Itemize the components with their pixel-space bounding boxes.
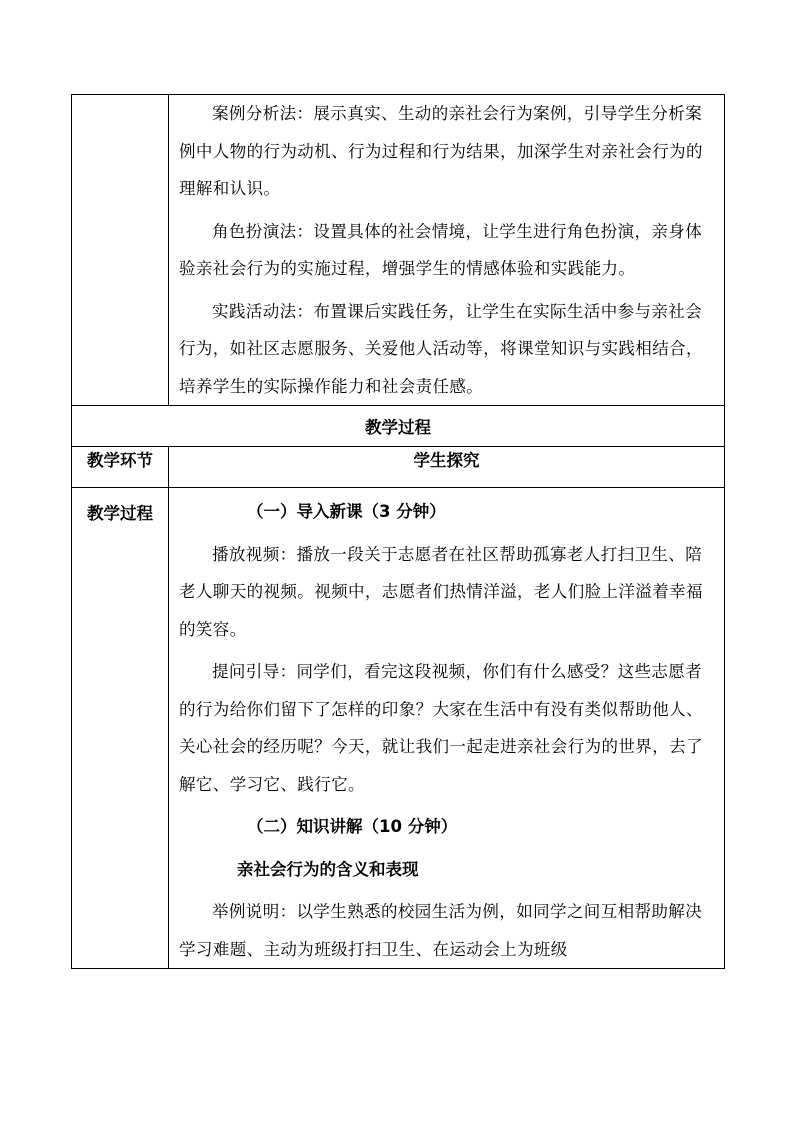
method-role-play: 角色扮演法：设置具体的社会情境，让学生进行角色扮演，亲身体验亲社会行为的实施过程，增强学生的情感体验和实践能力。 [179,221,703,278]
intro-video-paragraph: 播放视频：播放一段关于志愿者在社区帮助孤寡老人打扫卫生、陪老人聊天的视频。视频中，志愿者们热情洋溢，老人们脸上洋溢着幸福的笑容。 [179,544,703,639]
column-header-row [72,447,725,488]
methods-content-cell [169,95,725,406]
methods-row [72,95,725,406]
methods-label-cell [72,95,169,406]
method-case-analysis: 案例分析法：展示真实、生动的亲社会行为案例，引导学生分析案例中人物的行为动机、行为过程和行为结果，加深学生对亲社会行为的理解和认识。 [179,104,703,198]
intro-section-title: （一）导入新课（3 分钟） [247,502,446,521]
knowledge-section-title: （二）知识讲解（10 分钟） [247,817,458,836]
column-header-left: 教学环节 [72,447,169,488]
section-header: 教学过程 [72,406,725,447]
knowledge-example-paragraph: 举例说明：以学生熟悉的校园生活为例，如同学之间互相帮助解决学习难题、主动为班级打扫卫生、在运动会上为班级 [179,902,703,959]
lesson-plan-table [71,94,725,969]
process-content-cell [169,488,725,969]
process-label: 教学过程 [72,488,169,969]
process-row [72,488,725,969]
section-header-row [72,406,725,447]
column-header-right: 学生探究 [169,447,725,488]
knowledge-subtitle: 亲社会行为的含义和表现 [237,859,419,879]
intro-question-paragraph: 提问引导：同学们，看完这段视频，你们有什么感受？这些志愿者的行为给你们留下了怎样的印象？大家在生活中有没有类似帮助他人、关心社会的经历呢？今天，就让我们一起走进亲社会行为的世界，去了解它、学习它、践行它。 [179,662,703,794]
method-practice-activity: 实践活动法：布置课后实践任务，让学生在实际生活中参与亲社会行为，如社区志愿服务、关爱他人活动等，将课堂知识与实践相结合，培养学生的实际操作能力和社会责任感。 [179,301,703,396]
